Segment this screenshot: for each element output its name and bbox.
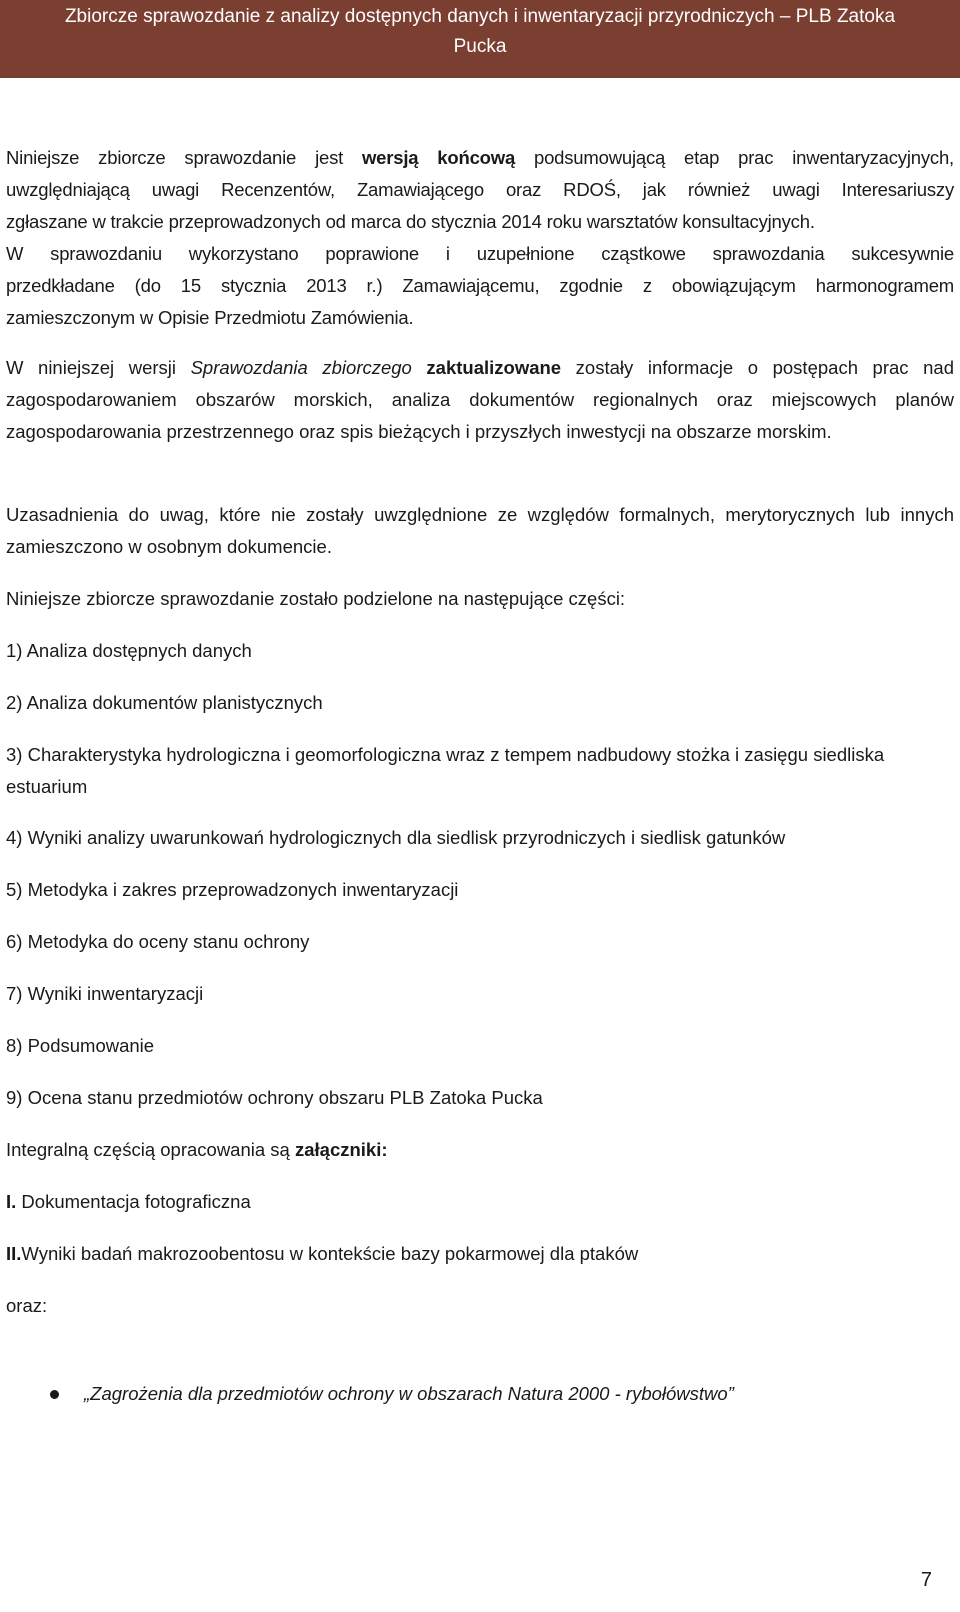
page-number: 7: [920, 1569, 932, 1591]
attachment-item: II.Wyniki badań makrozoobentosu w kontekście bazy pokarmowej dla ptaków: [6, 1243, 639, 1264]
part-item: 7) Wyniki inwentaryzacji: [6, 983, 204, 1004]
bullet-item: „Zagrożenia dla przedmiotów ochrony w obszarach Natura 2000 - rybołówstwo”: [84, 1383, 734, 1404]
part-item: 4) Wyniki analizy uwarunkowań hydrologicznych dla siedlisk przyrodniczych i siedlisk gatunków: [6, 827, 786, 848]
final-version-emphasis: wersją końcową: [361, 147, 516, 168]
part-item: 6) Metodyka do oceny stanu ochrony: [6, 931, 310, 952]
report-title-italic: Sprawozdania zbiorczego: [190, 357, 412, 378]
part-item: 2) Analiza dokumentów planistycznych: [6, 692, 323, 713]
intro-line-5: przedkładane (do 15 stycznia 2013 r.) Zamawiającemu, zgodnie z obowiązującym harmonogramem: [6, 275, 954, 296]
intro-line-4: W sprawozdaniu wykorzystano poprawione i uzupełnione cząstkowe sprawozdania sukcesywnie: [6, 243, 954, 264]
part-item: 8) Podsumowanie: [6, 1035, 155, 1056]
part-item: 3) Charakterystyka hydrologiczna i geomorfologiczna wraz z tempem nadbudowy stożka i zasięgu siedliska estuarium: [6, 744, 885, 797]
attachment-number: I.: [6, 1191, 17, 1212]
header-title-line1: Zbiorcze sprawozdanie z analizy dostępnych danych i inwentaryzacji przyrodniczych – PLB Zatoka: [64, 6, 896, 27]
intro-paragraph: [6, 142, 954, 334]
updated-emphasis: zaktualizowane: [426, 357, 562, 378]
update-paragraph: W niniejszej wersji Sprawozdania zbiorczego zaktualizowane zostały informacje o postępach prac nad zagospodarowaniem obszarów morskich, analiza dokumentów regionalnych oraz miejscowych planów zagospodarowania przestrzennego oraz spis bieżących i przyszłych inwestycji na obszarze morskim.: [6, 357, 954, 442]
intro-line-2: uwzględniającą uwagi Recenzentów, Zamawiającego oraz RDOŚ, jak również uwagi Interesariuszy: [6, 179, 954, 200]
attachments-emphasis: załączniki:: [294, 1139, 388, 1160]
intro-line-3: zgłaszane w trakcie przeprowadzonych od marca do stycznia 2014 roku warsztatów konsultacyjnych.: [6, 211, 815, 232]
attachment-number: II.: [6, 1243, 22, 1264]
attachment-item: I. Dokumentacja fotograficzna: [6, 1191, 251, 1212]
part-item: 5) Metodyka i zakres przeprowadzonych inwentaryzacji: [6, 879, 459, 900]
oraz-label: oraz:: [6, 1295, 48, 1316]
intro-line-6: zamieszczonym w Opisie Przedmiotu Zamówienia.: [6, 307, 414, 328]
part-item: 1) Analiza dostępnych danych: [6, 640, 252, 661]
part-item: 9) Ocena stanu przedmiotów ochrony obszaru PLB Zatoka Pucka: [6, 1087, 543, 1108]
attachments-intro: Integralną częścią opracowania są załączniki:: [6, 1139, 388, 1160]
parts-intro: Niniejsze zbiorcze sprawozdanie zostało podzielone na następujące części:: [6, 588, 626, 609]
bullet-icon: [50, 1390, 59, 1399]
intro-line-1: Niniejsze zbiorcze sprawozdanie jest wersją końcową podsumowującą etap prac inwentaryzacyjnych,: [6, 147, 954, 168]
justification-paragraph: Uzasadnienia do uwag, które nie zostały uwzględnione ze względów formalnych, merytorycznych lub innych zamieszczono w osobnym dokumencie.: [6, 504, 954, 557]
document-header: [0, 0, 960, 78]
header-title-line2: Pucka: [453, 36, 507, 57]
